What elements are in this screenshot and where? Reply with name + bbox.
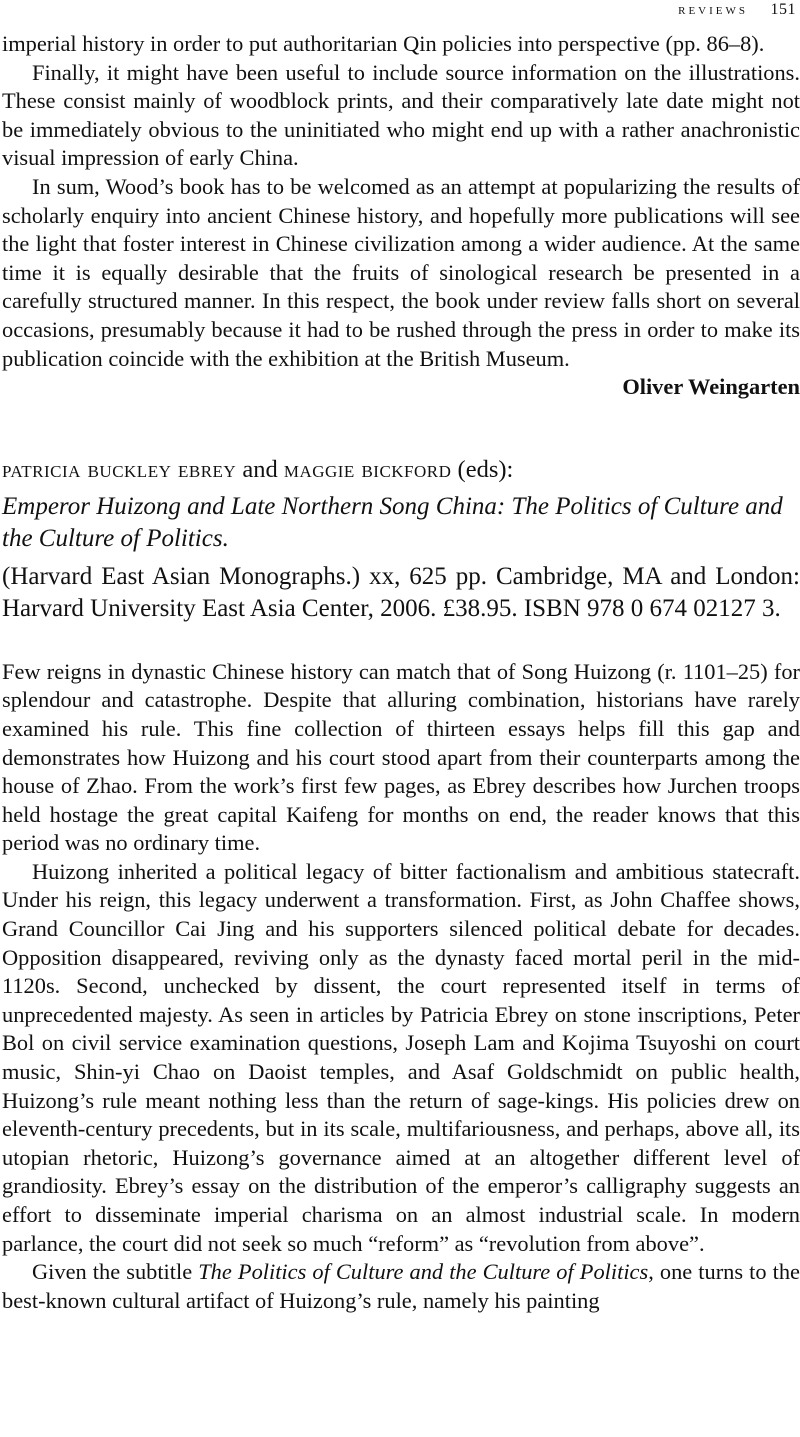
book-editors <box>2 454 800 485</box>
reviewer-signature: Oliver Weingarten <box>622 374 800 400</box>
review-heading <box>2 454 800 625</box>
paragraph: Huizong inherited a political legacy of bitter factionalism and ambitious statecraft. Under his reign, this legacy underwent a transformation. First, as John Chaffee shows, Grand Councillor Cai Jing and his supporters silenced political debate for decades. Opposition disappeared, reviving only as the dynasty faced mortal peril in the mid-1120s. Second, unchecked by dissent, the court represented itself in terms of unprecedented majesty. As seen in articles by Patricia Ebrey on stone inscriptions, Peter Bol on civil service examination questions, Joseph Lam and Kojima Tsuyoshi on court music, Shin-yi Chao on Daoist temples, and Asaf Goldschmidt on public health, Huizong’s rule meant nothing less than the return of sage-kings. His policies drew on eleventh-century precedents, but in its scale, multifariousness, and perhaps, above all, its utopian rhetoric, Huizong’s governance aimed at an altogether different level of grandiosity. Ebrey’s essay on the distribution of the emperor’s calligraphy suggests an effort to disseminate imperial charisma on an almost industrial scale. In modern parlance, the court did not seek so much “reform” as “revolution from above”. <box>2 858 800 1256</box>
paragraph <box>2 1258 800 1315</box>
paragraph: Finally, it might have been useful to include source information on the illustrations. These consist mainly of woodblock prints, and their comparatively late date might not be immediately obvious to the uninitiated who might end up with a rather anachronistic visual impression of early China. <box>2 59 800 171</box>
publication-info: (Harvard East Asian Monographs.) xx, 625 pp. Cambridge, MA and London: Harvard University East Asia Center, 2006. £38.95. ISBN 978 0 674 02127 3. <box>2 562 800 622</box>
paragraph-text: Given the subtitle <box>32 1259 193 1285</box>
page-number: 151 <box>770 1 796 18</box>
paragraph: imperial history in order to put authoritarian Qin policies into perspective (pp. 86–8). <box>2 31 765 56</box>
editor-note: (eds): <box>457 455 514 483</box>
editor-name: patricia buckley ebrey <box>2 455 237 483</box>
paragraph: Few reigns in dynastic Chinese history can match that of Song Huizong (r. 1101–25) for splendour and catastrophe. Despite that alluring combination, historians have rarely examined his rule. This fine collection of thirteen essays helps fill this gap and demonstrates how Huizong and his court stood apart from their counterparts among the house of Zhao. From the work’s first few pages, as Ebrey describes how Jurchen troops held hostage the great capital Kaifeng for months on end, the reader knows that this period was no ordinary time. <box>2 658 800 856</box>
italic-subtitle: The Politics of Culture and the Culture of Politics <box>198 1259 649 1285</box>
editor-name: maggie bickford <box>283 455 452 483</box>
paragraph-text: , one turns to the best-known cultural artifact of Huizong’s rule, namely his painting <box>2 1259 800 1313</box>
book-title: Emperor Huizong and Late Northern Song China: The Politics of Culture and the Culture of Politics. <box>2 492 783 552</box>
running-head <box>678 0 796 22</box>
running-head-section: reviews <box>678 1 748 18</box>
page-body <box>2 30 800 1315</box>
conjunction: and <box>242 455 278 483</box>
paragraph: In sum, Wood’s book has to be welcomed as an attempt at popularizing the results of scholarly enquiry into ancient Chinese history, and hopefully more publications will see the light that foster interest in Chinese civilization among a wider audience. At the same time it is equally desirable that the fruits of sinological research be presented in a carefully structured manner. In this respect, the book under review falls short on several occasions, presumably because it had to be rushed through the press in order to make its publication coincide with the exhibition at the British Museum. <box>2 173 800 371</box>
